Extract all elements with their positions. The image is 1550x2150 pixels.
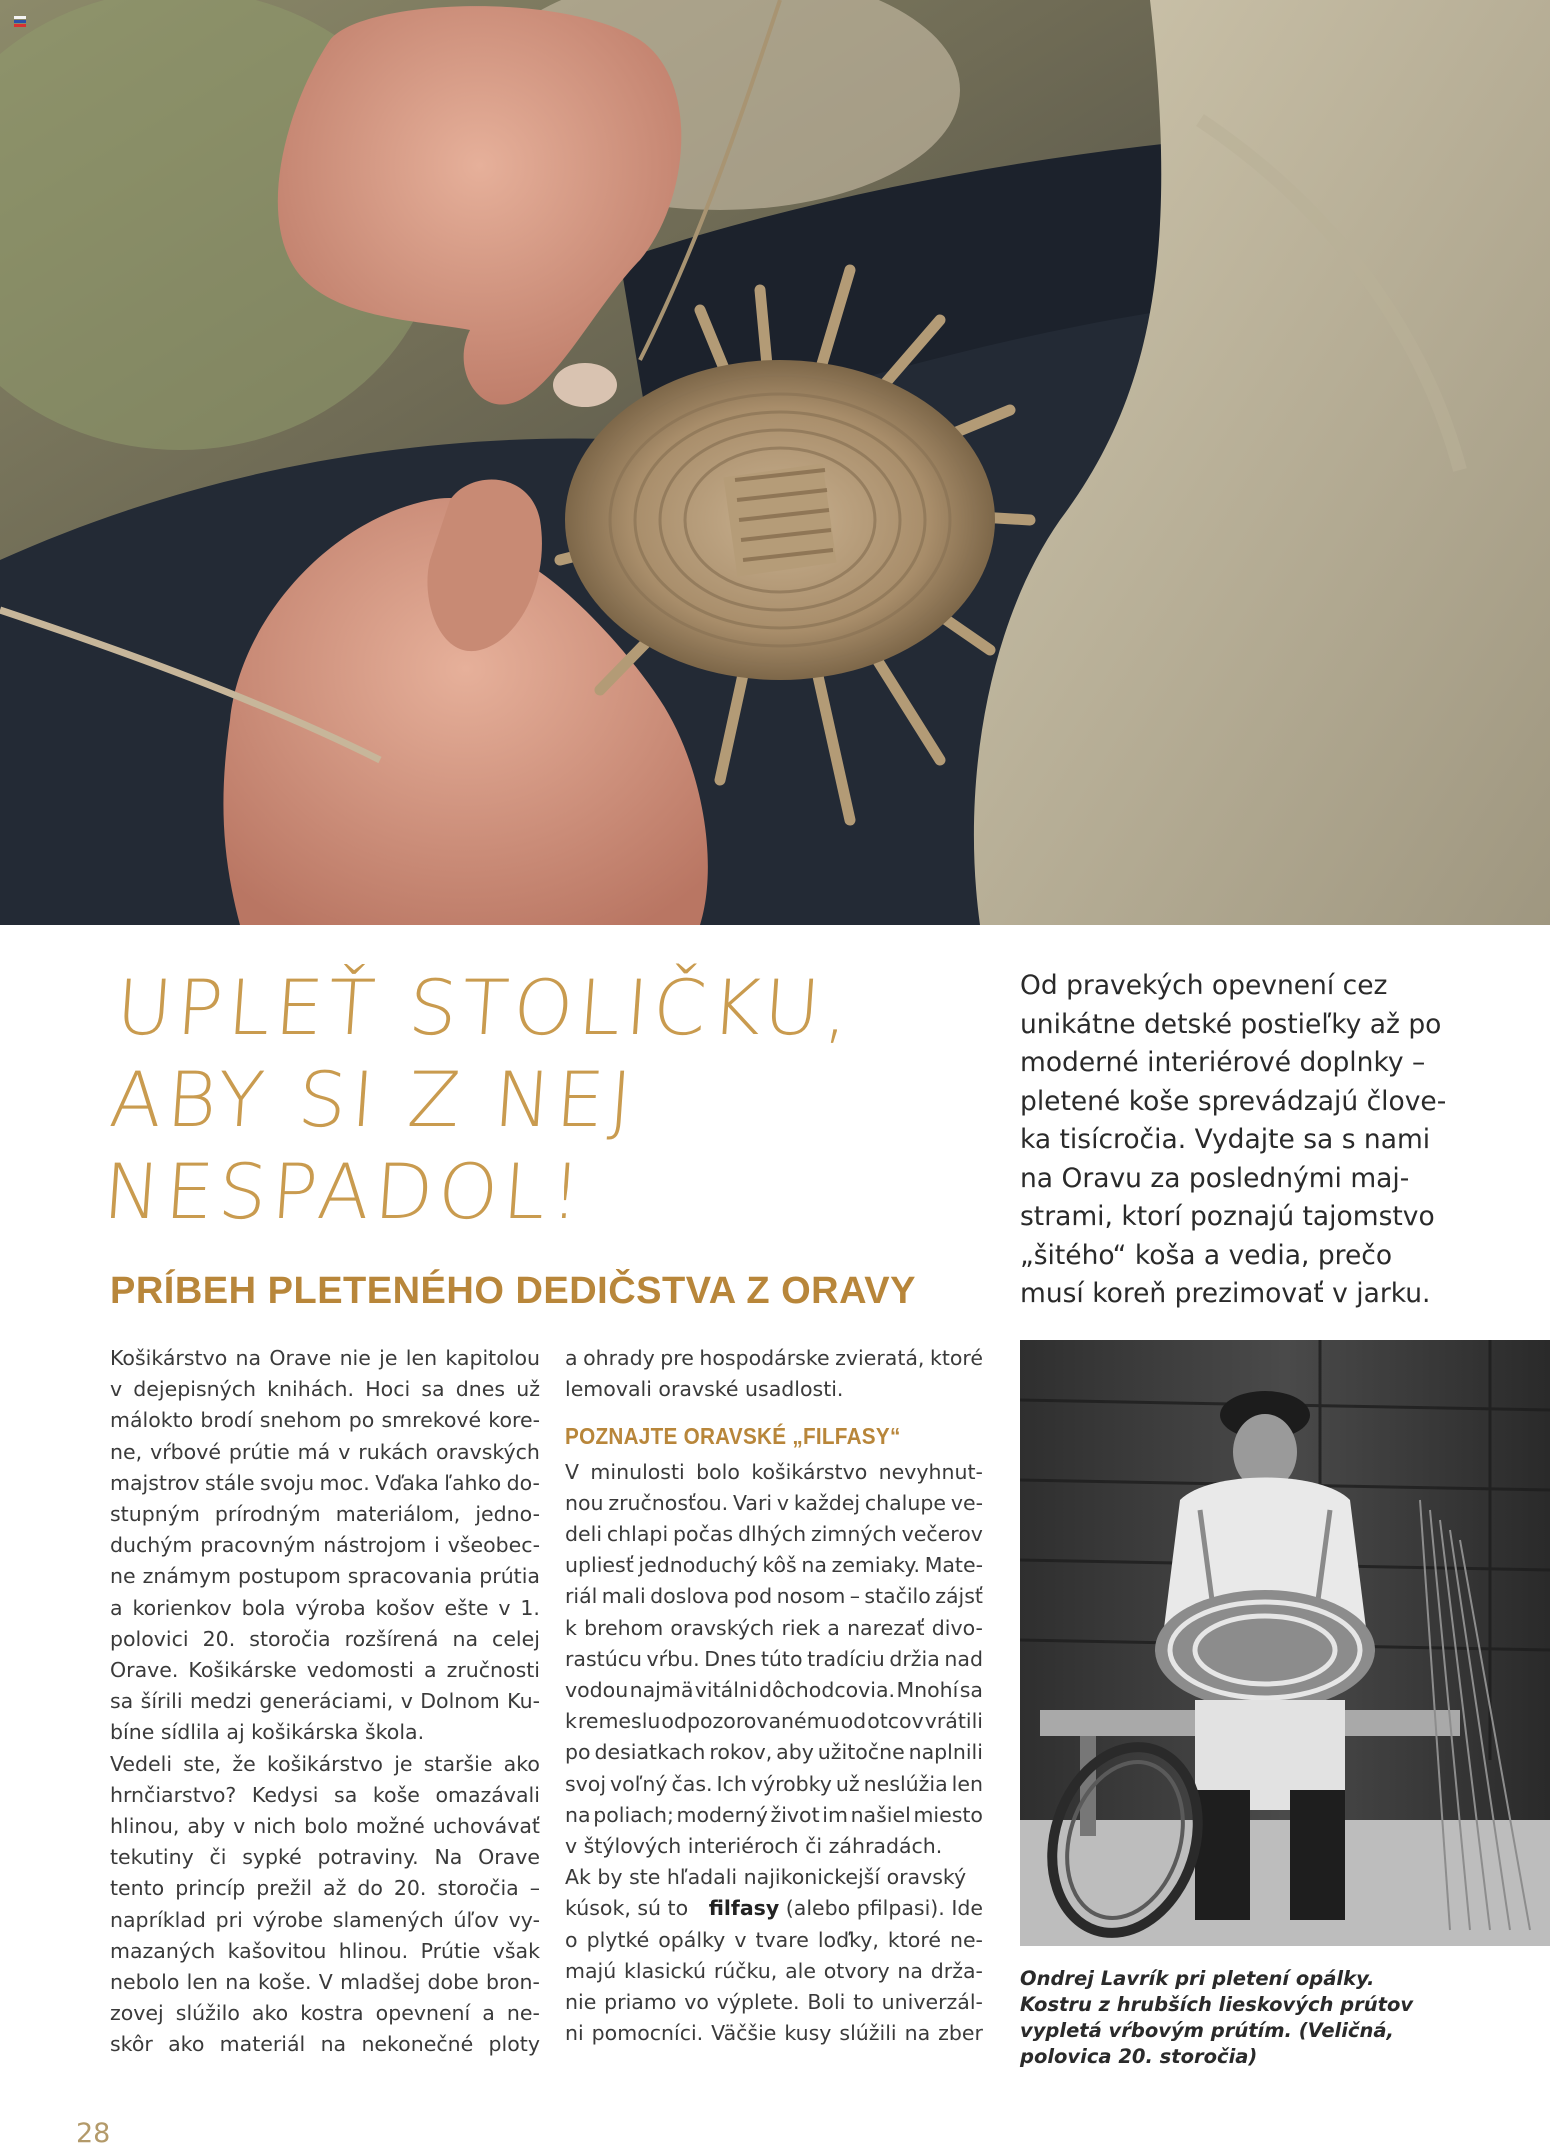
- body-line: a korienkov bola výroba košov ešte v 1.: [110, 1595, 540, 1620]
- article-subtitle: PRÍBEH PLETENÉHO DEDIČSTVA Z ORAVY: [110, 1270, 916, 1312]
- body-line: vodou najmä vitálni dôchodcovia. Mnohí sa: [565, 1678, 983, 1703]
- body-line: k remeslu odpozorovanému od otcov vrátili: [565, 1709, 983, 1734]
- archival-photo: [1020, 1340, 1550, 1946]
- article-title: [100, 962, 1019, 1238]
- archival-photo-icon: [1020, 1340, 1550, 1946]
- body-line: hlinou, aby v nich bolo možné uchovávať: [110, 1814, 540, 1839]
- lead-line: Od pravekých opevnení cez: [1020, 970, 1388, 1001]
- body-line: polovici 20. storočia rozšírená na celej: [110, 1626, 540, 1651]
- body-line: svoj voľný čas. Ich výrobky už neslúžia len: [565, 1771, 983, 1796]
- lead-line: na Oravu za poslednými maj-: [1020, 1162, 1410, 1194]
- lead-paragraph: [1020, 967, 1447, 1314]
- hero-photo-icon: [0, 0, 1550, 925]
- body-line: mazaných kašovitou hlinou. Prútie však: [110, 1938, 540, 1963]
- body-line: majú klasickú rúčku, ale otvory na drža-: [565, 1958, 983, 1983]
- body-line: Vedeli ste, že košikárstvo je staršie ako: [110, 1751, 540, 1776]
- section-heading: POZNAJTE ORAVSKÉ „FILFASY“: [565, 1423, 901, 1450]
- page-number: 28: [76, 2118, 111, 2149]
- body-line: ne známym postupom spracovania prútia: [110, 1564, 540, 1589]
- lead-line: „šitého“ koša a vedia, prečo: [1020, 1239, 1393, 1271]
- lead-line: pletené koše sprevádzajú člove-: [1020, 1085, 1447, 1117]
- body-line: málokto brodí snehom po smrekové kore-: [110, 1408, 540, 1433]
- body-line: upliesť jednoduchý kôš na zemiaky. Mate-: [565, 1553, 983, 1578]
- title-line: ABY SI Z NEJ: [106, 1055, 640, 1144]
- title-line: NESPADOL!: [100, 1147, 589, 1236]
- body-line: k brehom oravských riek a narezať divo-: [565, 1615, 983, 1640]
- body-column-2: [565, 1343, 983, 2049]
- body-line: Ak by ste hľadali najikonickejší oravský: [565, 1865, 967, 1890]
- body-line: sa šírili medzi generáciami, v Dolnom Ku-: [110, 1689, 540, 1714]
- body-line: v dejepisných knihách. Hoci sa dnes už: [110, 1377, 540, 1402]
- body-line: a ohrady pre hospodárske zvieratá, ktoré: [565, 1346, 983, 1370]
- lead-line: moderné interiérové doplnky –: [1020, 1047, 1426, 1078]
- lead-line: musí koreň prezimovať v jarku.: [1020, 1278, 1431, 1309]
- flag-icon: [14, 16, 26, 26]
- body-line: napríklad pri výrobe slamených úľov vy-: [110, 1907, 540, 1932]
- lead-line: unikátne detské postieľky až po: [1020, 1008, 1442, 1040]
- body-line: ne, vŕbové prútie má v rukách oravských: [110, 1439, 540, 1464]
- body-line: nou zručnosťou. Vari v každej chalupe ve-: [565, 1490, 983, 1515]
- body-line: bíne sídlila aj košikárska škola.: [110, 1720, 425, 1745]
- body-line: tekutiny či sypké potraviny. Na Orave: [110, 1845, 540, 1870]
- body-line: nebolo len na koše. V mladšej dobe bron-: [110, 1970, 540, 1995]
- body-line: v štýlových interiéroch či záhradách.: [565, 1834, 943, 1859]
- body-line: duchým pracovným nástrojom i všeobec-: [110, 1533, 540, 1558]
- body-line: tento princíp prežil až do 20. storočia –: [110, 1876, 540, 1901]
- body-line: deli chlapi počas dlhých zimných večerov: [565, 1522, 983, 1547]
- caption-line: polovica 20. storočia): [1020, 2045, 1258, 2068]
- body-line: ni pomocníci. Väčšie kusy slúžili na zber: [565, 2021, 983, 2046]
- photo-caption: [1020, 1966, 1520, 2070]
- body-line: zovej slúžilo ako kostra opevnení a ne-: [110, 2001, 540, 2026]
- lead-line: strami, ktorí poznajú tajomstvo: [1020, 1201, 1435, 1232]
- caption-line: Kostru z hrubších lieskových prútov: [1020, 1993, 1414, 2016]
- body-line: Orave. Košikárske vedomosti a zručnosti: [110, 1658, 540, 1683]
- body-column-1: [110, 1343, 540, 2061]
- body-line: V minulosti bolo košikárstvo nevyhnut-: [565, 1459, 983, 1484]
- caption-line: Ondrej Lavrík pri pletení opálky.: [1020, 1967, 1375, 1990]
- body-line: po desiatkach rokov, aby užitočne naplnili: [565, 1740, 983, 1765]
- body-line: kúsok, sú to filfasy (alebo pfilpasi). Ide: [565, 1896, 983, 1921]
- body-line: o plytké opálky v tvare loďky, ktoré ne-: [565, 1927, 983, 1952]
- body-line: hrnčiarstvo? Kedysi sa koše omazávali: [110, 1782, 540, 1807]
- body-line: stupným prírodným materiálom, jedno-: [110, 1502, 540, 1527]
- lead-line: ka tisícročia. Vydajte sa s nami: [1020, 1124, 1431, 1155]
- body-line: riál mali doslova pod nosom – stačilo zájsť: [565, 1584, 983, 1609]
- body-line: na poliach; moderný život im našiel miesto: [565, 1802, 983, 1827]
- body-line: rastúcu vŕbu. Dnes túto tradíciu držia nad: [565, 1646, 983, 1671]
- hero-photo: [0, 0, 1550, 925]
- body-line: Košikárstvo na Orave nie je len kapitolou: [110, 1346, 540, 1370]
- body-line: majstrov stále svoju moc. Vďaka ľahko do-: [110, 1470, 540, 1495]
- caption-line: vypletá vŕbovým prútím. (Veličná,: [1020, 2019, 1394, 2042]
- highlight-term: filfasy: [708, 1896, 780, 1921]
- title-line: UPLEŤ STOLIČKU,: [113, 963, 857, 1052]
- body-line: nie priamo vo výplete. Boli to univerzál-: [565, 1990, 983, 2015]
- body-line: skôr ako materiál na nekonečné ploty: [110, 2032, 540, 2057]
- body-line: lemovali oravské usadlosti.: [565, 1377, 844, 1402]
